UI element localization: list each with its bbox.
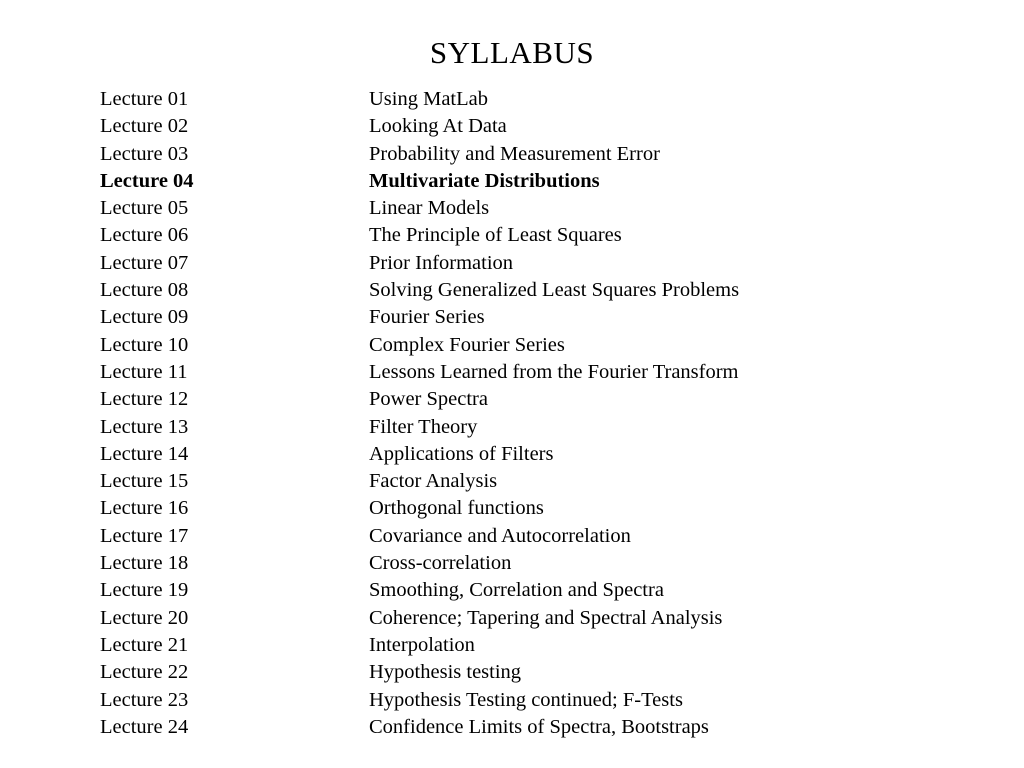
lecture-row xyxy=(100,550,960,577)
lecture-row xyxy=(100,577,960,604)
lecture-number: Lecture 12 xyxy=(100,388,189,411)
lecture-topic: Looking At Data xyxy=(369,115,507,138)
lecture-row xyxy=(100,468,960,495)
lecture-row xyxy=(100,277,960,304)
lecture-number: Lecture 15 xyxy=(100,470,189,493)
lecture-topic: Applications of Filters xyxy=(369,442,554,465)
lecture-number: Lecture 13 xyxy=(100,415,189,438)
lecture-row xyxy=(100,250,960,277)
lecture-number: Lecture 14 xyxy=(100,442,189,465)
lecture-topic: Filter Theory xyxy=(369,415,478,438)
lecture-number: Lecture 01 xyxy=(100,88,189,110)
lecture-number: Lecture 07 xyxy=(100,251,189,274)
page-title: SYLLABUS xyxy=(429,35,595,70)
lecture-topic: Complex Fourier Series xyxy=(369,333,565,356)
lecture-row xyxy=(100,359,960,386)
lecture-number: Lecture 22 xyxy=(100,661,189,684)
lecture-row xyxy=(100,687,960,714)
lecture-topic: Orthogonal functions xyxy=(369,497,544,520)
lecture-number: Lecture 17 xyxy=(100,524,189,547)
lecture-row xyxy=(100,141,960,168)
lecture-topic: Hypothesis testing xyxy=(369,661,522,684)
lecture-number: Lecture 10 xyxy=(100,333,189,356)
lecture-number: Lecture 19 xyxy=(100,579,189,602)
lecture-row xyxy=(100,523,960,550)
lecture-row xyxy=(100,441,960,468)
lecture-row xyxy=(100,195,960,222)
lecture-number: Lecture 20 xyxy=(100,606,189,629)
lecture-topic: Hypothesis Testing continued; F-Tests xyxy=(369,688,683,711)
lecture-number: Lecture 08 xyxy=(100,279,189,302)
lecture-topic: Linear Models xyxy=(369,197,490,220)
lecture-topic: Prior Information xyxy=(369,251,514,274)
lecture-topic: Lessons Learned from the Fourier Transform xyxy=(369,360,739,383)
lecture-row xyxy=(100,495,960,522)
lecture-row xyxy=(100,714,960,741)
lecture-list xyxy=(100,86,960,741)
lecture-row xyxy=(100,168,960,195)
lecture-row xyxy=(100,659,960,686)
lecture-number: Lecture 16 xyxy=(100,497,189,520)
lecture-number: Lecture 03 xyxy=(100,142,189,165)
lecture-topic: Confidence Limits of Spectra, Bootstraps xyxy=(369,715,709,738)
lecture-topic: Using MatLab xyxy=(369,88,488,110)
lecture-topic: Smoothing, Correlation and Spectra xyxy=(369,579,664,602)
lecture-topic: Cross-correlation xyxy=(369,552,512,575)
lecture-topic: Covariance and Autocorrelation xyxy=(369,524,631,547)
lecture-topic: Interpolation xyxy=(369,633,475,656)
lecture-row xyxy=(100,414,960,441)
lecture-number: Lecture 21 xyxy=(100,633,189,656)
lecture-row xyxy=(100,632,960,659)
lecture-number: Lecture 09 xyxy=(100,306,189,329)
lecture-number: Lecture 24 xyxy=(100,715,189,738)
lecture-row xyxy=(100,605,960,632)
lecture-number: Lecture 11 xyxy=(100,360,188,383)
lecture-topic: Power Spectra xyxy=(369,388,488,411)
lecture-row xyxy=(100,386,960,413)
lecture-topic: The Principle of Least Squares xyxy=(369,224,622,247)
lecture-row xyxy=(100,113,960,140)
lecture-row xyxy=(100,304,960,331)
lecture-number: Lecture 02 xyxy=(100,115,189,138)
lecture-number: Lecture 05 xyxy=(100,197,189,220)
lecture-number: Lecture 06 xyxy=(100,224,189,247)
lecture-row xyxy=(100,86,960,113)
lecture-number: Lecture 23 xyxy=(100,688,189,711)
lecture-topic: Multivariate Distributions xyxy=(369,169,600,192)
lecture-row xyxy=(100,332,960,359)
lecture-topic: Probability and Measurement Error xyxy=(369,142,660,165)
lecture-row xyxy=(100,222,960,249)
lecture-topic: Solving Generalized Least Squares Problems xyxy=(369,279,740,302)
lecture-topic: Factor Analysis xyxy=(369,470,498,493)
lecture-number: Lecture 04 xyxy=(100,169,194,192)
lecture-topic: Coherence; Tapering and Spectral Analysis xyxy=(369,606,723,629)
lecture-number: Lecture 18 xyxy=(100,552,189,575)
lecture-topic: Fourier Series xyxy=(369,306,485,329)
